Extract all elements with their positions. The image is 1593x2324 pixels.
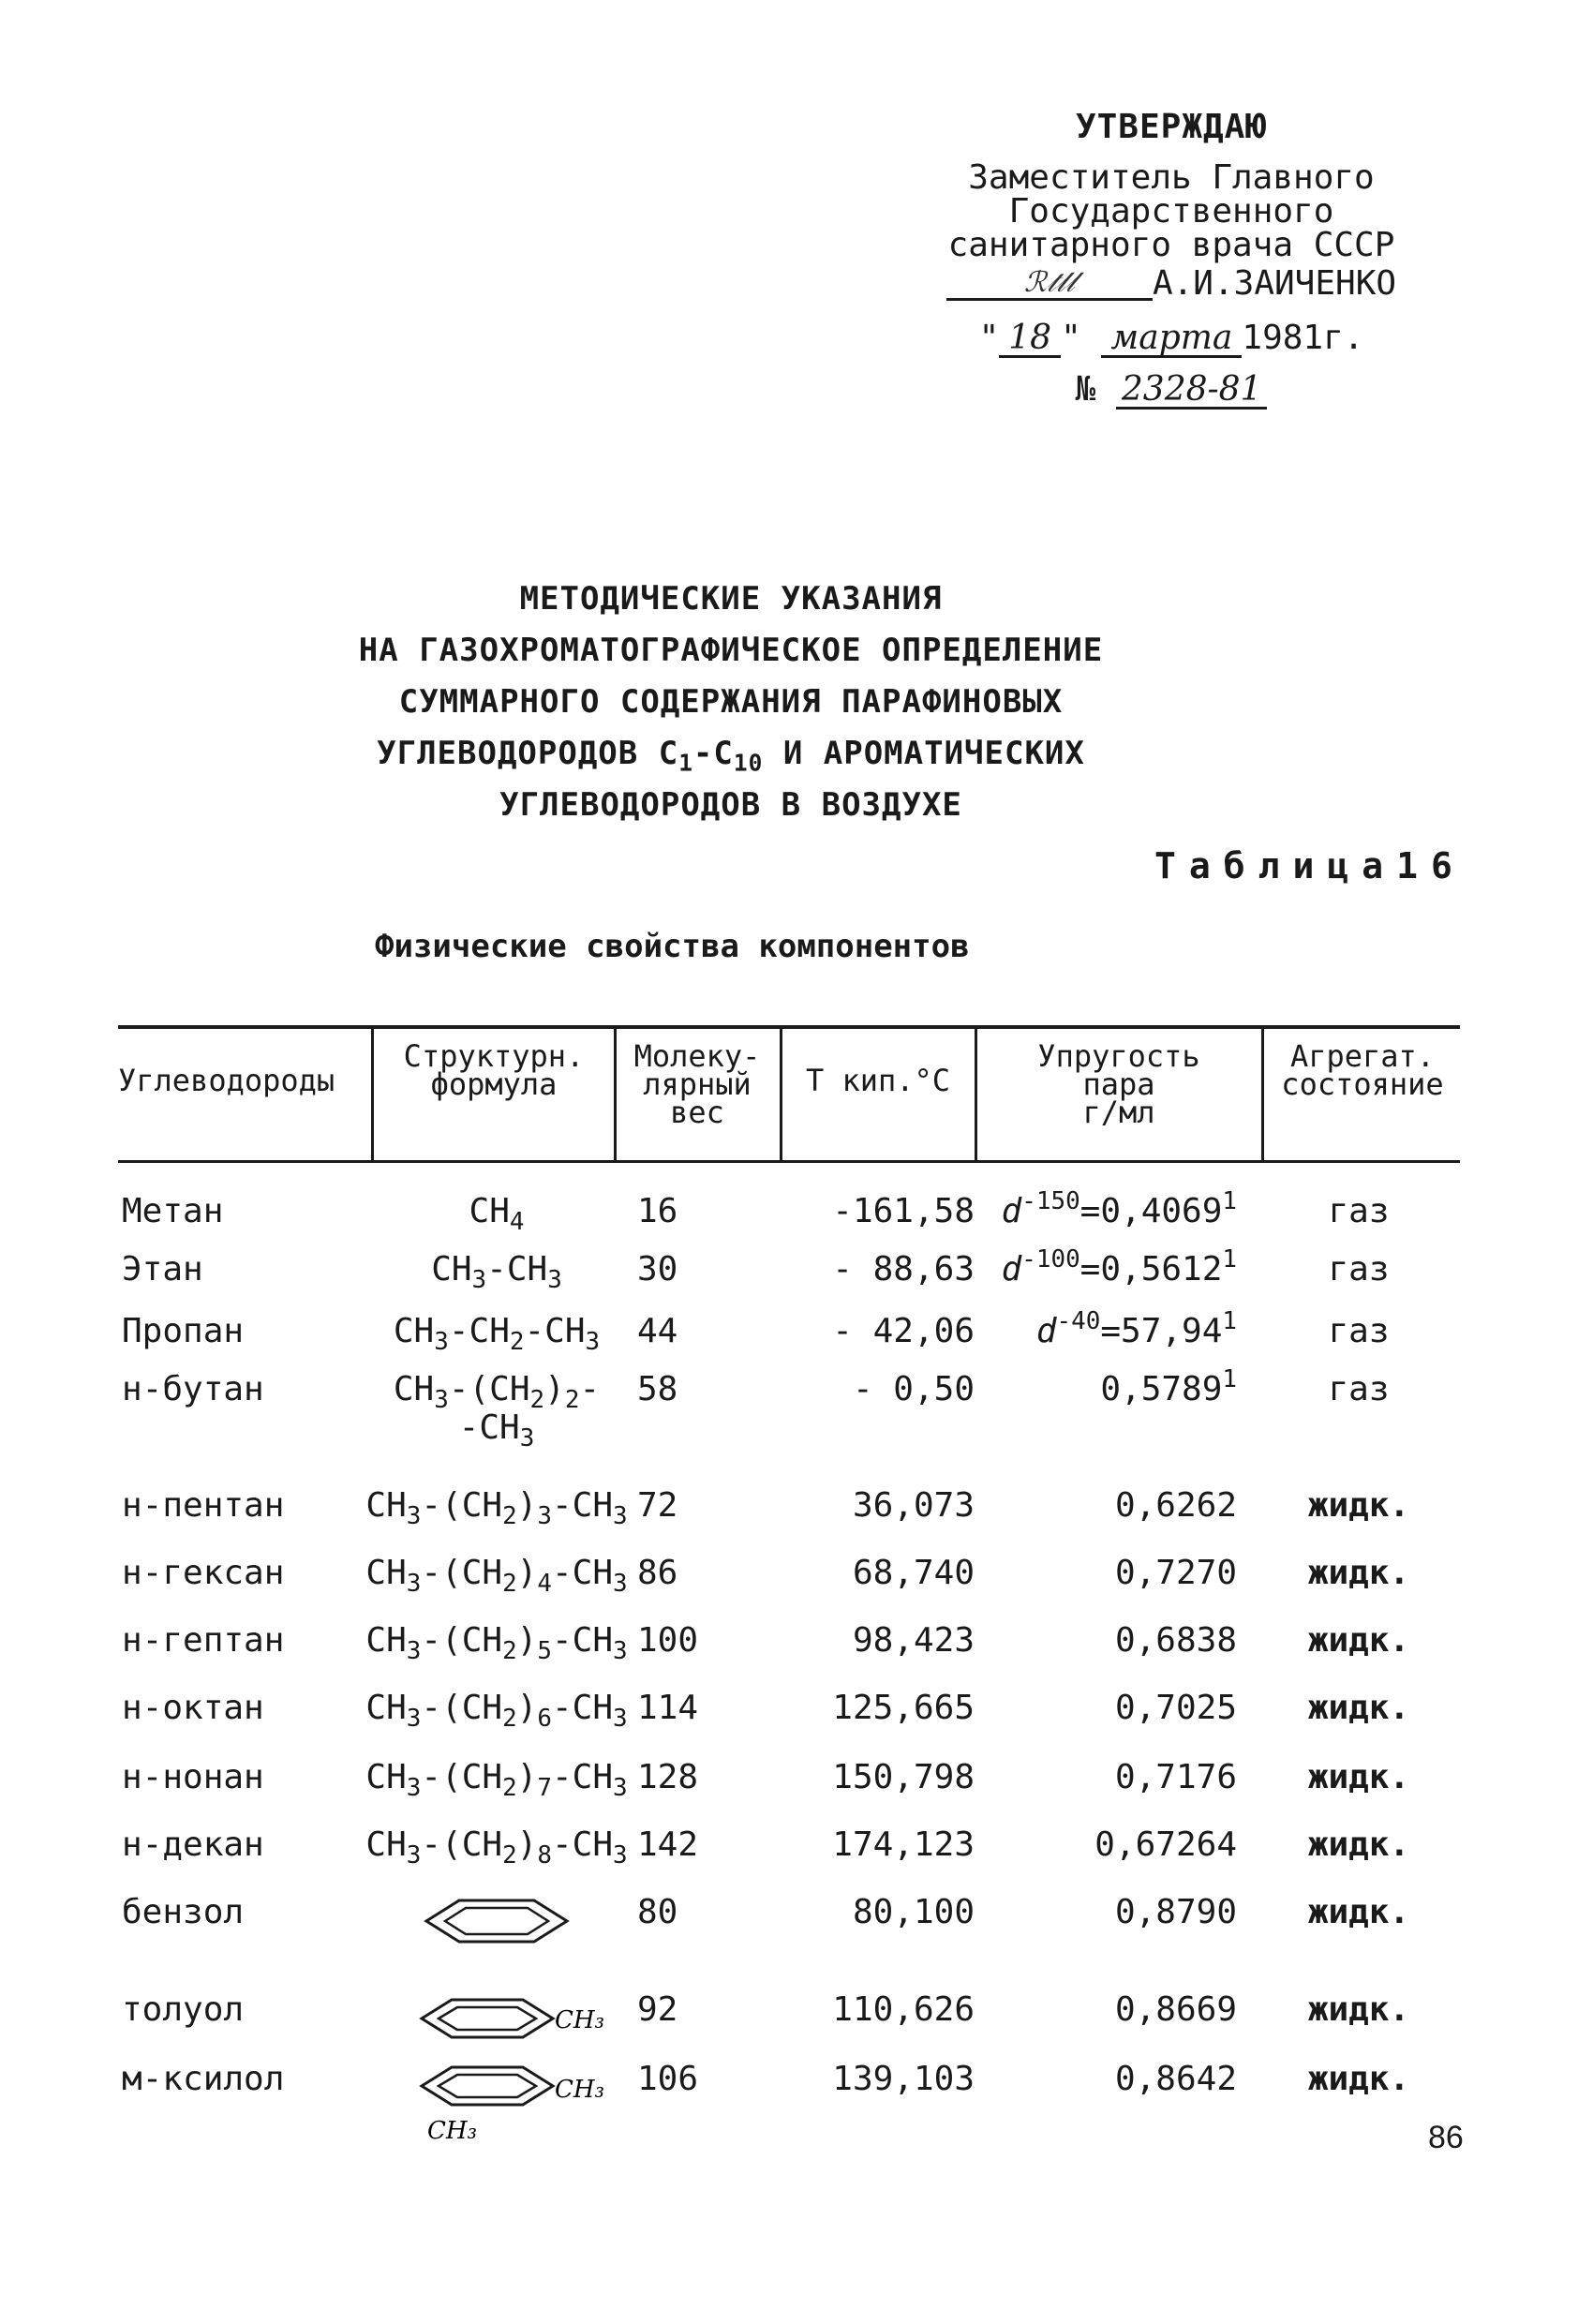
title-line-1: МЕТОДИЧЕСКИЕ УКАЗАНИЯ — [519, 580, 943, 618]
row-density: 0,8790 — [1114, 1893, 1237, 1931]
row-name: н-октан — [122, 1689, 264, 1727]
table-label: Таблица16 — [1154, 845, 1466, 886]
row-name: н-бутан — [122, 1370, 264, 1408]
table-row — [0, 1825, 1593, 1882]
table-row — [0, 1758, 1593, 1814]
column-divider — [371, 1029, 374, 1162]
number-label: № — [1075, 370, 1096, 409]
title-sub-1: 1 — [678, 749, 693, 777]
document-number: 2328-81 — [1116, 373, 1268, 410]
header-formula — [375, 1038, 613, 1102]
table-header-rule — [118, 1160, 1460, 1163]
row-name: Пропан — [122, 1312, 245, 1350]
row-name: толуол — [122, 1990, 245, 2029]
row-density: 0,7025 — [1114, 1689, 1237, 1727]
title-line-2: НА ГАЗОХРОМАТОГРАФИЧЕСКОЕ ОПРЕДЕЛЕНИЕ — [358, 632, 1104, 669]
row-density: $d^{-150}=0,4069^1$ — [1001, 1186, 1237, 1230]
header-vapor — [978, 1038, 1259, 1130]
row-state: газ — [1328, 1312, 1390, 1350]
title-line-4-a: УГЛЕВОДОРОДОВ С — [377, 735, 679, 772]
row-state: жидк. — [1307, 1621, 1410, 1660]
table-caption: Физические свойства компонентов — [375, 928, 970, 965]
row-density: 0,6262 — [1114, 1486, 1237, 1525]
signature-line — [918, 266, 1424, 301]
row-tb: 68,740 — [852, 1554, 975, 1592]
row-name: н-гептан — [122, 1621, 285, 1660]
row-formula: $CH_3-(CH_2)_2-$ $-CH_3$ — [393, 1370, 601, 1452]
row-density: 0,7176 — [1114, 1758, 1237, 1796]
row-mw: 106 — [637, 2060, 699, 2098]
signatory-name: А.И.ЗАИЧЕНКО — [1152, 264, 1397, 303]
row-formula: $CH_3-CH_2-CH_3$ — [393, 1312, 601, 1356]
handwritten-signature: ℛ𝓉𝓁𝓁 — [946, 266, 1153, 301]
row-state: жидк. — [1307, 1893, 1410, 1931]
row-density: 0,6838 — [1114, 1621, 1237, 1660]
row-tb: - 0,50 — [852, 1370, 975, 1408]
header-mw — [617, 1038, 778, 1130]
row-tb: 110,626 — [832, 1990, 975, 2029]
row-formula: $CH_3-(CH_2)_3-CH_3$ — [365, 1486, 628, 1530]
date-month: марта — [1101, 321, 1242, 358]
svg-text:CH₃: CH₃ — [555, 2076, 604, 2104]
row-name: Метан — [122, 1192, 224, 1230]
row-name: Этан — [122, 1250, 203, 1289]
row-density: 0,8669 — [1114, 1990, 1237, 2029]
date-year: 1981г. — [1242, 319, 1364, 357]
row-mw: 80 — [637, 1893, 678, 1931]
row-mw: 100 — [637, 1621, 699, 1660]
approval-line-2: Государственного — [1008, 192, 1334, 231]
date-day: 18 — [999, 321, 1061, 358]
row-mw: 72 — [637, 1486, 678, 1525]
row-formula: $CH_4$ — [469, 1192, 525, 1236]
header-mw-l2: лярный — [643, 1066, 752, 1102]
table-row — [0, 1893, 1593, 1949]
row-formula: $CH_3-(CH_2)_8-CH_3$ — [365, 1825, 628, 1870]
row-density: $d^{-40}=57,94^1$ — [1035, 1306, 1237, 1350]
row-tb: 98,423 — [852, 1621, 975, 1660]
title-line-5: УГЛЕВОДОРОДОВ В ВОЗДУХЕ — [499, 786, 962, 824]
header-mw-l3: вес — [670, 1095, 724, 1130]
row-mw: 86 — [637, 1554, 678, 1592]
column-divider — [975, 1029, 977, 1162]
row-formula: $CH_3-CH_3$ — [431, 1250, 562, 1294]
row-state: жидк. — [1307, 1825, 1410, 1864]
header-boiling: Т кип.°С — [805, 1063, 951, 1098]
row-mw: 92 — [637, 1990, 678, 2029]
row-density: 0,5789$^1$ — [1100, 1364, 1237, 1408]
table-row — [0, 1306, 1593, 1368]
table-row — [0, 1364, 1593, 1464]
header-hydrocarbons: Углеводороды — [118, 1063, 335, 1098]
header-vapor-l1: Упругость — [1037, 1038, 1200, 1074]
toluene-ring-icon — [356, 1990, 637, 2047]
row-state: жидк. — [1307, 1990, 1410, 2029]
benzene-ring-icon — [356, 1893, 637, 1949]
table-row — [0, 1990, 1593, 2047]
document-title — [309, 574, 1153, 831]
approval-line-3: санитарного врача СССР — [947, 226, 1395, 264]
title-line-3: СУММАРНОГО СОДЕРЖАНИЯ ПАРАФИНОВЫХ — [398, 683, 1064, 721]
row-formula: $CH_3-(CH_2)_7-CH_3$ — [365, 1758, 628, 1802]
row-density: 0,8642 — [1114, 2060, 1237, 2098]
row-mw: 142 — [637, 1825, 699, 1864]
table-row — [0, 2060, 1593, 2153]
approval-title: УТВЕРЖДАЮ — [1075, 108, 1268, 146]
column-divider — [780, 1029, 782, 1162]
table-row — [0, 1689, 1593, 1745]
table-row — [0, 1486, 1593, 1542]
table-row — [0, 1186, 1593, 1248]
row-mw: 16 — [637, 1192, 678, 1230]
row-state: газ — [1328, 1370, 1390, 1408]
table-row — [0, 1554, 1593, 1610]
svg-text:CH₃: CH₃ — [427, 2117, 477, 2145]
row-formula: $CH_3-(CH_2)_4-CH_3$ — [365, 1554, 628, 1598]
row-tb: 174,123 — [832, 1825, 975, 1864]
header-vapor-l2: пара — [1082, 1066, 1155, 1102]
row-state: жидк. — [1307, 1486, 1410, 1525]
row-state: жидк. — [1307, 1689, 1410, 1727]
row-density: 0,7270 — [1114, 1554, 1237, 1592]
row-tb: 150,798 — [832, 1758, 975, 1796]
header-state-l1: Агрегат. — [1289, 1038, 1436, 1074]
approval-number — [918, 370, 1424, 410]
row-tb: 139,103 — [832, 2060, 975, 2098]
row-state: жидк. — [1307, 1554, 1410, 1592]
title-line-4-c: И АРОМАТИЧЕСКИХ — [763, 735, 1085, 772]
row-name: м-ксилол — [122, 2060, 285, 2098]
row-name: н-декан — [122, 1825, 264, 1864]
table-row — [0, 1621, 1593, 1677]
header-state — [1265, 1038, 1460, 1102]
row-tb: - 42,06 — [832, 1312, 975, 1350]
row-mw: 114 — [637, 1689, 699, 1727]
approval-stamp — [918, 108, 1424, 410]
svg-text:CH₃: CH₃ — [555, 2006, 604, 2034]
row-tb: -161,58 — [832, 1192, 975, 1230]
row-mw: 128 — [637, 1758, 699, 1796]
row-density: $d^{-100}=0,5612^1$ — [1001, 1244, 1237, 1289]
header-formula-l2: формула — [430, 1066, 558, 1102]
row-state: жидк. — [1307, 2060, 1410, 2098]
row-state: газ — [1328, 1192, 1390, 1230]
approval-date: " 18 " марта 1981г. — [978, 319, 1364, 357]
xylene-ring-icon — [356, 2060, 637, 2150]
row-mw: 58 — [637, 1370, 678, 1408]
row-mw: 44 — [637, 1312, 678, 1350]
title-line-4 — [309, 728, 1153, 780]
header-formula-l1: Структурн. — [403, 1038, 585, 1074]
row-state: жидк. — [1307, 1758, 1410, 1796]
header-state-l2: состояние — [1281, 1066, 1444, 1102]
page-number: 86 — [1428, 2120, 1464, 2155]
header-vapor-l3: г/мл — [1082, 1095, 1155, 1130]
row-formula: $CH_3-(CH_2)_6-CH_3$ — [365, 1689, 628, 1733]
row-tb: 125,665 — [832, 1689, 975, 1727]
title-line-4-b: -С — [692, 735, 734, 772]
row-tb: 36,073 — [852, 1486, 975, 1525]
row-name: н-пентан — [122, 1486, 285, 1525]
row-density: 0,67264 — [1094, 1825, 1237, 1864]
row-name: н-гексан — [122, 1554, 285, 1592]
row-name: н-нонан — [122, 1758, 264, 1796]
row-formula: $CH_3-(CH_2)_5-CH_3$ — [365, 1621, 628, 1665]
row-tb: 80,100 — [852, 1893, 975, 1931]
table-row — [0, 1244, 1593, 1306]
approval-line-1: Заместитель Главного — [968, 158, 1375, 197]
row-mw: 30 — [637, 1250, 678, 1289]
row-tb: - 88,63 — [832, 1250, 975, 1289]
row-name: бензол — [122, 1893, 245, 1931]
table-top-rule — [118, 1025, 1460, 1029]
title-sub-2: 10 — [733, 749, 764, 777]
header-mw-l1: Молеку- — [633, 1038, 761, 1074]
column-divider — [1261, 1029, 1264, 1162]
row-state: газ — [1328, 1250, 1390, 1289]
